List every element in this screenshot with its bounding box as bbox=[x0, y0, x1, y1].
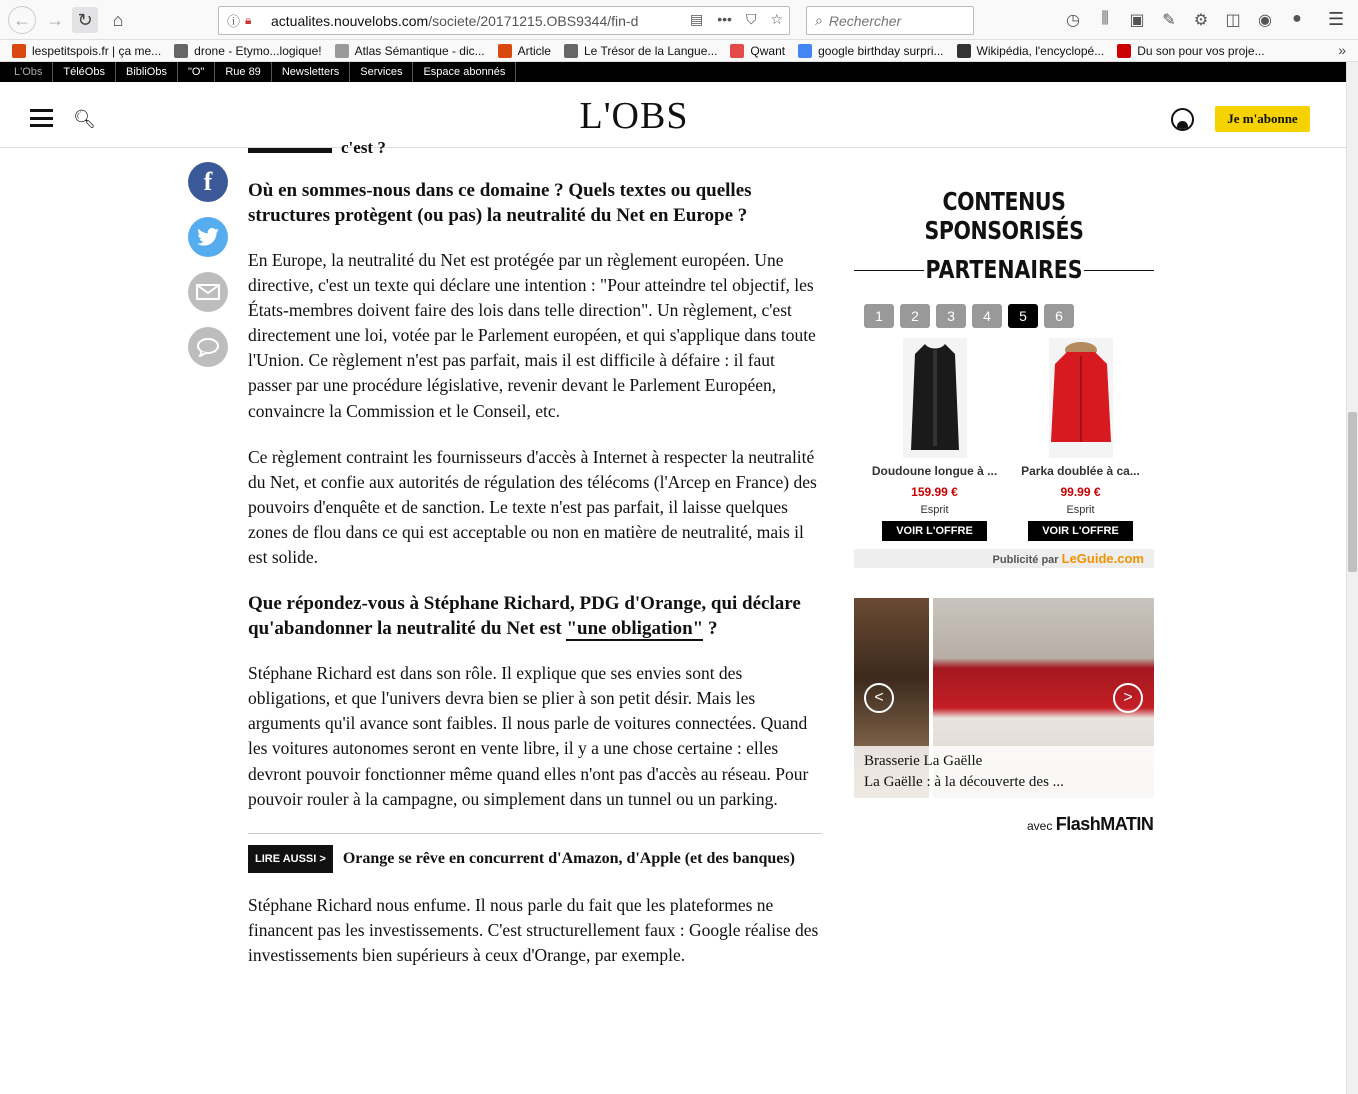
bookmark-favicon-icon bbox=[12, 44, 26, 58]
bookmark-label: drone - Etymo...logique! bbox=[194, 43, 322, 58]
more-actions-icon[interactable]: ••• bbox=[717, 11, 732, 27]
url-bar[interactable] bbox=[218, 6, 790, 35]
screenshot-icon[interactable]: ▣ bbox=[1129, 12, 1145, 29]
product-price: 99.99 € bbox=[1060, 485, 1101, 499]
twitter-share-icon[interactable] bbox=[188, 217, 228, 257]
pager-page-button[interactable]: 4 bbox=[972, 304, 1002, 328]
bookmark-item[interactable] bbox=[12, 44, 161, 58]
bookmark-favicon-icon bbox=[730, 44, 744, 58]
search-icon[interactable]: 🔍︎ bbox=[73, 109, 96, 129]
page-scrollbar[interactable] bbox=[1346, 62, 1358, 1094]
article-paragraph: Ce règlement contraint les fournisseurs d'accès à Internet à respecter la neutralité du Net, et confie aux autorités de régulation des télécoms (l'Arcep en France) des pouvoirs d'enquête et de sanction. Le texte n'est pas parfait, il laisse quelques zones de flou dans ce qui est acceptable ou non en matière de neutralité, mais il est solide. bbox=[248, 446, 817, 568]
search-icon: ⌕ bbox=[815, 12, 823, 28]
question-text: Que répondez-vous à Stéphane Richard, PDG d'Orange, qui déclare qu'abandonner la neutralité du Net est bbox=[248, 593, 801, 640]
hamburger-menu-icon[interactable]: ☰ bbox=[1328, 9, 1345, 29]
site-top-nav bbox=[0, 62, 1346, 82]
bookmark-item[interactable] bbox=[798, 44, 943, 58]
slide-caption[interactable] bbox=[854, 746, 1154, 798]
sponsored-content-title: CONTENUS SPONSORISÉS bbox=[924, 187, 1084, 245]
bookmark-label: Le Trésor de la Langue... bbox=[583, 43, 718, 58]
pager-page-button[interactable]: 3 bbox=[936, 304, 966, 328]
read-also-tag: LIRE AUSSI > bbox=[248, 845, 333, 873]
flashmatin-credit[interactable] bbox=[1027, 814, 1153, 835]
forward-button[interactable] bbox=[42, 7, 68, 33]
url-text[interactable] bbox=[271, 13, 666, 29]
bookmark-item[interactable] bbox=[174, 44, 321, 58]
bookmark-label: Atlas Sémantique - dic... bbox=[354, 43, 485, 58]
site-nav-link[interactable]: Services bbox=[350, 62, 413, 82]
partners-pager bbox=[864, 304, 1074, 328]
home-icon: ⌂ bbox=[112, 9, 124, 30]
site-nav-link[interactable]: TéléObs bbox=[53, 62, 116, 82]
settings-gear-icon[interactable]: ⚙ bbox=[1193, 12, 1209, 29]
article-paragraph: En Europe, la neutralité du Net est protégée par un règlement européen. Une directive, c'est un texte qui déclare une intention : "Pour atteindre tel objectif, les États-membres doivent faire des lois dans telle direction". Un règlement, c'est directement une loi, votée par le Parlement européen, et qui s'applique dans toute l'Union. Ce règlement n'est pas parfait, mais il est difficile à défaire : il faut passer par une procédure législative, revenir devant le Parlement Européen, convaincre la Commission et le Conseil, etc. bbox=[248, 250, 816, 421]
site-nav-link[interactable]: L'Obs bbox=[4, 62, 53, 82]
jacket-image[interactable] bbox=[1049, 338, 1113, 458]
bookmark-item[interactable] bbox=[957, 44, 1105, 58]
arrow-right-icon: → bbox=[46, 9, 64, 30]
bookmark-star-icon[interactable]: ☆ bbox=[770, 11, 783, 27]
product-name[interactable]: Doudoune longue à ... bbox=[871, 464, 998, 478]
view-offer-button[interactable]: VOIR L'OFFRE bbox=[1028, 521, 1133, 541]
bookmark-favicon-icon bbox=[957, 44, 971, 58]
sidebar-icon[interactable]: ◫ bbox=[1225, 12, 1241, 29]
reader-view-icon[interactable]: ▤ bbox=[689, 11, 704, 27]
bookmark-item[interactable] bbox=[335, 44, 485, 58]
pager-page-button[interactable]: 5 bbox=[1008, 304, 1038, 328]
previous-heading-fragment: c'est ? bbox=[341, 138, 386, 157]
product-card[interactable] bbox=[1008, 338, 1153, 541]
bookmark-favicon-icon bbox=[798, 44, 812, 58]
site-nav-link[interactable]: Newsletters bbox=[272, 62, 350, 82]
facebook-share-icon[interactable]: f bbox=[188, 162, 228, 202]
history-icon[interactable]: ◷ bbox=[1066, 12, 1080, 29]
extension-icon[interactable]: ✎ bbox=[1162, 12, 1176, 29]
article-body bbox=[248, 178, 822, 989]
obligation-link[interactable]: "une obligation" bbox=[566, 618, 704, 640]
bookmarks-overflow-icon[interactable]: » bbox=[1338, 42, 1346, 58]
read-also-link[interactable]: Orange se rêve en concurrent d'Amazon, d'Apple (et des banques) bbox=[342, 849, 795, 867]
site-logo[interactable]: L'OBS bbox=[579, 95, 689, 137]
read-also-block[interactable] bbox=[248, 833, 822, 873]
site-nav-link[interactable]: "O" bbox=[178, 62, 215, 82]
url-host: actualites.nouvelobs.com bbox=[271, 12, 429, 29]
slide-title: Brasserie La Gaëlle bbox=[864, 753, 983, 769]
slider-next-icon[interactable]: > bbox=[1113, 683, 1143, 713]
question-end: ? bbox=[703, 618, 718, 640]
bookmark-label: lespetitspois.fr | ça me... bbox=[32, 43, 162, 58]
arrow-left-icon: ← bbox=[13, 9, 31, 30]
product-brand: Esprit bbox=[920, 504, 949, 516]
sponsored-slider[interactable] bbox=[854, 598, 1154, 798]
bookmark-item[interactable] bbox=[564, 44, 717, 58]
slide-subtitle: La Gaëlle : à la découverte des ... bbox=[864, 774, 1064, 790]
product-card[interactable] bbox=[862, 338, 1007, 541]
info-icon[interactable]: ⓘ bbox=[227, 14, 241, 29]
site-nav-link[interactable]: Espace abonnés bbox=[413, 62, 516, 82]
subscribe-button[interactable]: Je m'abonne bbox=[1215, 106, 1310, 132]
bookmark-favicon-icon bbox=[174, 44, 188, 58]
leguide-logo[interactable]: LeGuide.com bbox=[1061, 551, 1144, 566]
search-input[interactable] bbox=[829, 13, 959, 29]
jacket-image[interactable] bbox=[903, 338, 967, 458]
site-nav-link[interactable]: BibliObs bbox=[116, 62, 178, 82]
home-button[interactable] bbox=[105, 7, 131, 33]
bookmark-label: Article bbox=[517, 43, 551, 58]
partners-header bbox=[854, 255, 1154, 285]
library-icon[interactable]: ⫼ bbox=[1101, 10, 1109, 27]
back-button[interactable] bbox=[8, 6, 36, 34]
bookmark-favicon-icon bbox=[335, 44, 349, 58]
product-name[interactable]: Parka doublée à ca... bbox=[1021, 464, 1140, 478]
bookmark-label: Du son pour vos proje... bbox=[1137, 43, 1265, 58]
ads-by-label: Publicité par bbox=[992, 554, 1059, 566]
bookmark-favicon-icon bbox=[498, 44, 512, 58]
profile-extension-icon[interactable]: ● bbox=[1292, 10, 1302, 27]
reload-icon: ↻ bbox=[77, 9, 93, 30]
bookmark-item[interactable] bbox=[1117, 44, 1264, 58]
bookmark-label: Qwant bbox=[750, 43, 786, 58]
bookmark-favicon-icon bbox=[1117, 44, 1131, 58]
reload-button[interactable] bbox=[72, 7, 98, 33]
article-paragraph: Stéphane Richard nous enfume. Il nous parle du fait que les plateformes ne financent pas les investissements. C'est structurellement faux : Google réalise des investissements bien supérieurs à ceux d'Orange, par exemple. bbox=[248, 894, 819, 965]
search-bar[interactable] bbox=[806, 6, 974, 35]
bookmark-label: google birthday surpri... bbox=[818, 43, 944, 58]
slider-prev-icon[interactable]: < bbox=[864, 683, 894, 713]
bookmark-favicon-icon bbox=[564, 44, 578, 58]
scrollbar-thumb[interactable] bbox=[1348, 412, 1357, 572]
pager-page-button[interactable]: 6 bbox=[1044, 304, 1074, 328]
user-account-icon[interactable] bbox=[1171, 108, 1194, 131]
pager-page-button[interactable]: 1 bbox=[864, 304, 894, 328]
pager-page-button[interactable]: 2 bbox=[900, 304, 930, 328]
email-share-icon[interactable] bbox=[188, 272, 228, 312]
ads-attribution[interactable] bbox=[854, 549, 1154, 568]
comment-icon[interactable] bbox=[188, 327, 228, 367]
pocket-icon[interactable]: ⛉ bbox=[745, 11, 757, 27]
previous-read-also-tag bbox=[248, 148, 332, 153]
bookmark-item[interactable] bbox=[498, 44, 551, 58]
url-path: /societe/20171215.OBS9344/fin-d bbox=[428, 12, 639, 29]
flashmatin-logo: FlashMATIN bbox=[1055, 814, 1154, 834]
divider bbox=[1084, 270, 1154, 271]
bookmark-label: Wikipédia, l'encyclopé... bbox=[976, 43, 1105, 58]
article-paragraph: Stéphane Richard est dans son rôle. Il explique que ses envies sont des obligations, et que l'univers devra bien se plier à son petit désir. Mais les arguments qu'il avance sont faibles. Il nous parle de voitures connectées. Quand les voitures autonomes seront en vente libre, il y a une chose certaine : elles devront pouvoir fonctionner même quand elles n'ont pas d'accès au réseau. Pour pouvoir rouler à la campagne, ou simplement dans un tunnel ou un parking. bbox=[248, 663, 809, 809]
site-header bbox=[0, 82, 1346, 148]
bookmarks-bar bbox=[0, 40, 1358, 62]
insecure-lock-icon[interactable]: 🔒︎ bbox=[245, 13, 252, 27]
question-heading bbox=[248, 591, 822, 641]
product-brand: Esprit bbox=[1066, 504, 1095, 516]
flash-prefix: avec bbox=[1027, 819, 1053, 833]
chrome-extension-icon[interactable]: ◉ bbox=[1258, 12, 1272, 29]
bookmark-item[interactable] bbox=[730, 44, 785, 58]
browser-toolbar bbox=[0, 0, 1358, 40]
question-heading: Où en sommes-nous dans ce domaine ? Quels textes ou quelles structures protègent (ou pas) la neutralité du Net en Europe ? bbox=[248, 180, 752, 226]
partners-title: PARTENAIRES bbox=[925, 255, 1083, 284]
product-price: 159.99 € bbox=[911, 485, 958, 499]
site-nav-link[interactable]: Rue 89 bbox=[215, 62, 271, 82]
view-offer-button[interactable]: VOIR L'OFFRE bbox=[882, 521, 987, 541]
